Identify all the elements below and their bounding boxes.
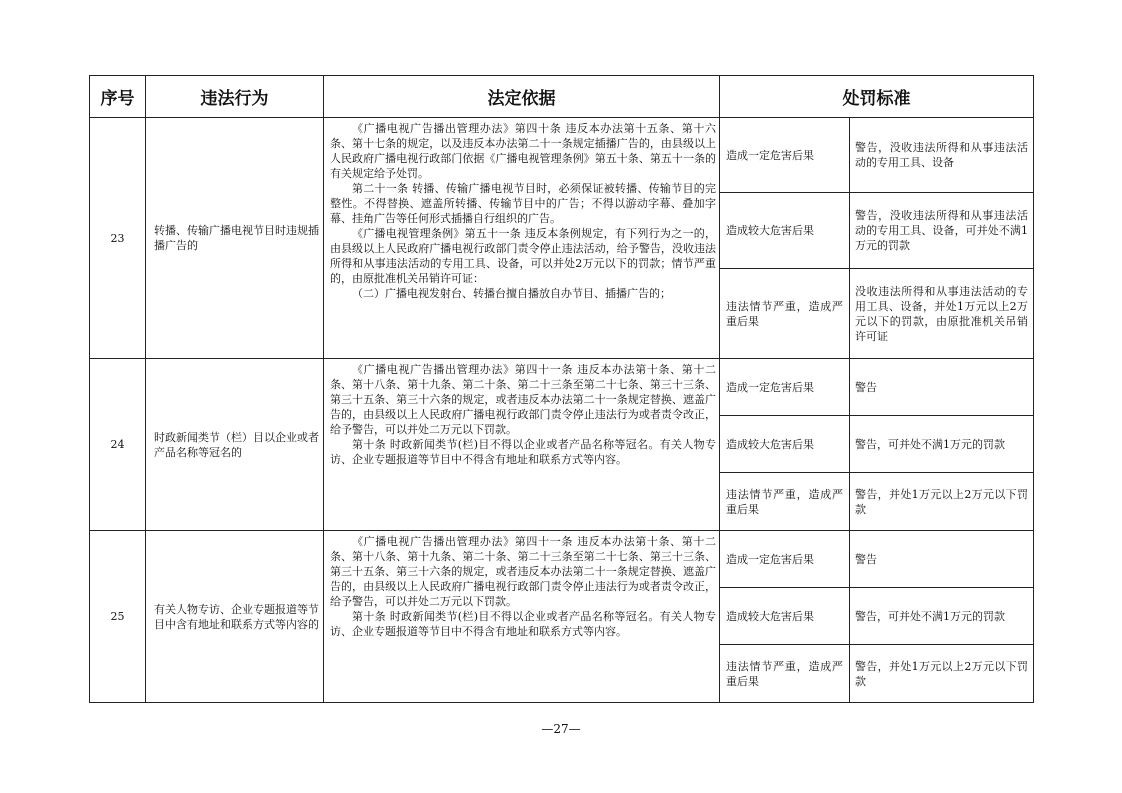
consequence: 造成一定危害后果	[720, 359, 850, 416]
basis-paragraph: 《广播电视广告播出管理办法》第四十一条 违反本办法第十条、第十二条、第十八条、第十九条、第二十条、第二十三条至第二十七条、第三十三条、第三十五条、第三十六条的规定，或者违反本办法第二十一条规定替换、遮盖广告的，由县级以上人民政府广播电视行政部门责令停止违法行为或者责令改正，给予警告，可以并处二万元以下罚款。	[330, 363, 716, 436]
consequence: 造成一定危害后果	[720, 531, 850, 588]
penalty: 警告	[850, 359, 1034, 416]
consequence: 违法情节严重，造成严重后果	[720, 269, 850, 359]
basis-paragraph: 《广播电视管理条例》第五十一条 违反本条例规定，有下列行为之一的，由县级以上人民政府广播电视行政部门责令停止违法活动，给予警告，没收违法所得和从事违法活动的专用工具、设备，可以并处2万元以下的罚款；情节严重的，由原批准机关吊销许可证：	[330, 227, 716, 285]
consequence: 违法情节严重，造成严重后果	[720, 473, 850, 531]
table-row	[90, 359, 1034, 416]
penalty: 警告，没收违法所得和从事违法活动的专用工具、设备，可并处不满1万元的罚款	[850, 193, 1034, 269]
row-number: 25	[90, 531, 146, 703]
page-number: —27—	[541, 722, 581, 736]
consequence: 违法情节严重，造成严重后果	[720, 645, 850, 703]
table-row	[90, 118, 1034, 193]
row-number: 23	[90, 118, 146, 359]
penalty: 警告	[850, 531, 1034, 588]
header-basis: 法定依据	[324, 76, 720, 118]
violation-act: 有关人物专访、企业专题报道等节目中含有地址和联系方式等内容的	[146, 531, 324, 703]
basis-paragraph: 第二十一条 转播、传输广播电视节目时，必须保证被转播、传输节目的完整性。不得替换、遮盖所转播、传输节目中的广告；不得以游动字幕、叠加字幕、挂角广告等任何形式插播自行组织的广告。	[330, 182, 716, 225]
table-header-row	[90, 76, 1034, 118]
table-row	[90, 531, 1034, 588]
penalty: 警告，没收违法所得和从事违法活动的专用工具、设备	[850, 118, 1034, 193]
basis-paragraph: 第十条 时政新闻类节(栏)目不得以企业或者产品名称等冠名。有关人物专访、企业专题报道等节目中不得含有地址和联系方式等内容。	[330, 610, 716, 638]
penalty-table	[89, 75, 1034, 703]
penalty: 没收违法所得和从事违法活动的专用工具、设备，并处1万元以上2万元以下的罚款，由原批准机关吊销许可证	[850, 269, 1034, 359]
penalty: 警告，可并处不满1万元的罚款	[850, 416, 1034, 473]
basis-paragraph: 第十条 时政新闻类节(栏)目不得以企业或者产品名称等冠名。有关人物专访、企业专题报道等节目中不得含有地址和联系方式等内容。	[330, 438, 716, 466]
penalty: 警告，并处1万元以上2万元以下罚款	[850, 473, 1034, 531]
header-penalty: 处罚标准	[720, 76, 1034, 118]
basis-paragraph: 《广播电视广告播出管理办法》第四十一条 违反本办法第十条、第十二条、第十八条、第十九条、第二十条、第二十三条至第二十七条、第三十三条、第三十五条、第三十六条的规定，或者违反本办法第二十一条规定替换、遮盖广告的，由县级以上人民政府广播电视行政部门责令停止违法行为或者责令改正，给予警告，可以并处二万元以下罚款。	[330, 535, 716, 608]
violation-act: 时政新闻类节（栏）目以企业或者产品名称等冠名的	[146, 359, 324, 531]
basis-paragraph: 《广播电视广告播出管理办法》第四十条 违反本办法第十五条、第十六条、第十七条的规定，以及违反本办法第二十一条规定插播广告的，由县级以上人民政府广播电视行政部门依据《广播电视管理条例》第五十条、第五十一条的有关规定给予处罚。	[330, 122, 716, 180]
header-act: 违法行为	[146, 76, 324, 118]
consequence: 造成较大危害后果	[720, 193, 850, 269]
header-num: 序号	[90, 76, 146, 118]
penalty: 警告，并处1万元以上2万元以下罚款	[850, 645, 1034, 703]
legal-basis	[324, 118, 720, 359]
legal-basis	[324, 359, 720, 531]
legal-basis	[324, 531, 720, 703]
penalty: 警告，可并处不满1万元的罚款	[850, 588, 1034, 645]
consequence: 造成较大危害后果	[720, 588, 850, 645]
basis-paragraph: （二）广播电视发射台、转播台擅自播放自办节目、插播广告的；	[352, 287, 671, 300]
consequence: 造成一定危害后果	[720, 118, 850, 193]
row-number: 24	[90, 359, 146, 531]
consequence: 造成较大危害后果	[720, 416, 850, 473]
violation-act: 转播、传输广播电视节目时违规插播广告的	[146, 118, 324, 359]
